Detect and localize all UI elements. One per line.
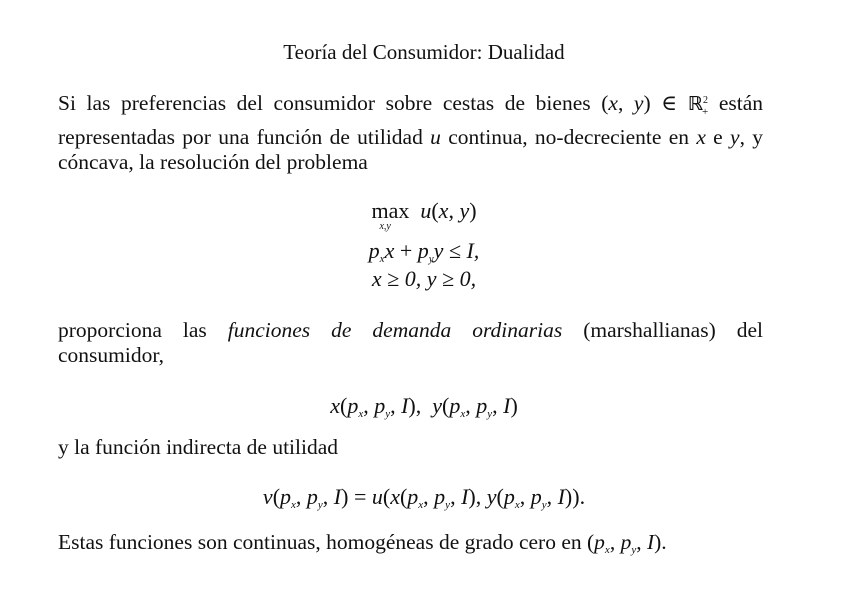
equation-objective: max x,y u(x, y) bbox=[371, 198, 477, 232]
paragraph-preferences bbox=[58, 88, 763, 175]
set-superscript: 2 bbox=[703, 95, 708, 106]
math-u: u bbox=[430, 125, 441, 149]
max-operator: max bbox=[371, 198, 410, 223]
equation-demand-functions: $x(p_x$, $p_y$, I), $y(p_x$, $p_y$, I) bbox=[330, 393, 518, 420]
text-run: Estas funciones son continuas, homogéneas de grado cero en bbox=[58, 530, 587, 554]
paragraph-indirect: y la función indirecta de utilidad bbox=[58, 435, 339, 459]
text-run: (marshallianas) del consumidor, bbox=[58, 318, 764, 367]
set-subscript: + bbox=[702, 106, 709, 118]
math-bundle: (x, y) ∈ ℝ$^2_+$ bbox=[601, 91, 709, 118]
math-tuple: ($p_x$, $p_y$, I). bbox=[587, 530, 667, 556]
text-run: continua, no-decreciente en bbox=[440, 125, 697, 149]
equation-nonnegativity: x ≥ 0, y ≥ 0, bbox=[371, 266, 477, 291]
math-x: x bbox=[696, 125, 706, 149]
text-run: , y cóncava, la resolución del problema bbox=[58, 125, 764, 174]
max-subscript: x,y bbox=[379, 221, 391, 232]
constraint-ineq: ≤ I, bbox=[443, 238, 480, 263]
emphasis-term: funciones de demanda ordinarias bbox=[227, 318, 563, 342]
equation-indirect-utility: $v(p_x$, $p_y$, $I) = u(x(p_x$, $p_y$, I), $y(p_x$, $p_y$, I)). bbox=[262, 484, 586, 511]
paragraph-properties bbox=[58, 530, 778, 563]
equation-budget-constraint: $p_xx + p_yy \le I$, bbox=[368, 238, 480, 265]
paragraph-demand bbox=[58, 318, 763, 368]
text-run: e bbox=[705, 125, 731, 149]
slide-title: Teoría del Consumidor: Dualidad bbox=[283, 40, 565, 64]
text-run: están representadas por una función de utilidad bbox=[58, 91, 764, 149]
text-run: Si las preferencias del consumidor sobre cestas de bienes bbox=[58, 91, 602, 115]
math-y: y bbox=[730, 125, 740, 149]
text-run: proporciona las bbox=[58, 318, 228, 342]
